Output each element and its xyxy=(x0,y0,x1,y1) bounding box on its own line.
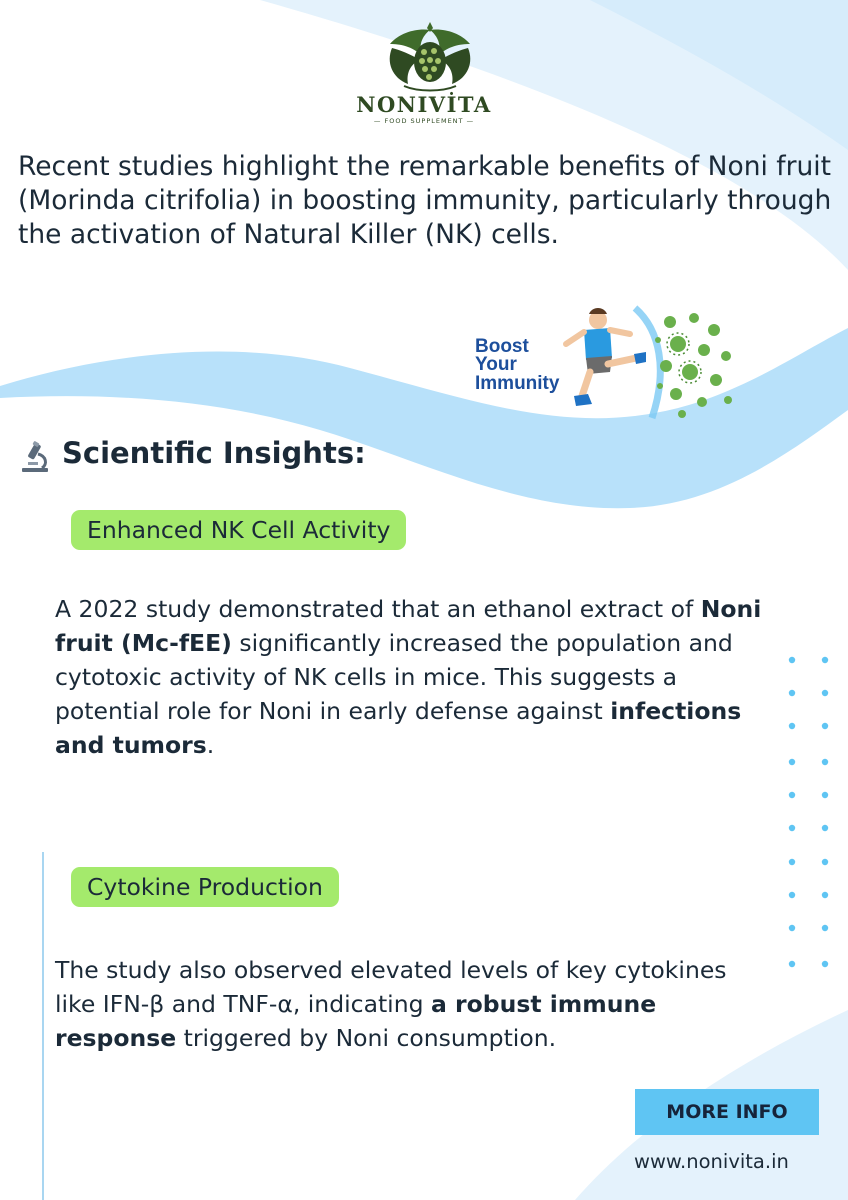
divider-line xyxy=(42,852,44,1200)
nonivita-logo xyxy=(378,22,482,92)
section-pill-cytokine: Cytokine Production xyxy=(71,867,339,907)
section-paragraph-cytokine: The study also observed elevated levels of key cytokines like IFN-β and TNF-α, indicating a robust immune response triggered by Noni consumption. xyxy=(55,956,727,1052)
boost-text-line3: Immunity xyxy=(475,373,560,394)
intro-text: Recent studies highlight the remarkable benefits of Noni fruit (Morinda citrifolia) in boosting immunity, particularly through the activation of Natural Killer (NK) cells. xyxy=(18,151,832,250)
brand-name: NONIVİTA xyxy=(356,92,492,117)
boost-text-line1: Boost xyxy=(475,336,529,357)
decorative-dots xyxy=(784,652,834,978)
kicking-man-icon xyxy=(566,308,646,406)
brand-tagline: — FOOD SUPPLEMENT — xyxy=(373,117,475,125)
virus-icon xyxy=(655,313,732,418)
section-paragraph-nk-activity: A 2022 study demonstrated that an ethanol extract of Noni fruit (Mc-fEE) significantly increased the population and cytotoxic activity of NK cells in mice. This suggests a potential role for Noni in early defense against infections and tumors. xyxy=(55,595,762,759)
boost-text-line2: Your xyxy=(475,354,517,375)
boost-immunity-illustration xyxy=(470,300,740,425)
section-heading: Scientific Insights: xyxy=(62,436,366,470)
website-link[interactable]: www.nonivita.in xyxy=(634,1150,789,1173)
microscope-icon xyxy=(18,440,52,474)
more-info-button[interactable]: MORE INFO xyxy=(635,1089,819,1135)
section-pill-nk-activity: Enhanced NK Cell Activity xyxy=(71,510,406,550)
